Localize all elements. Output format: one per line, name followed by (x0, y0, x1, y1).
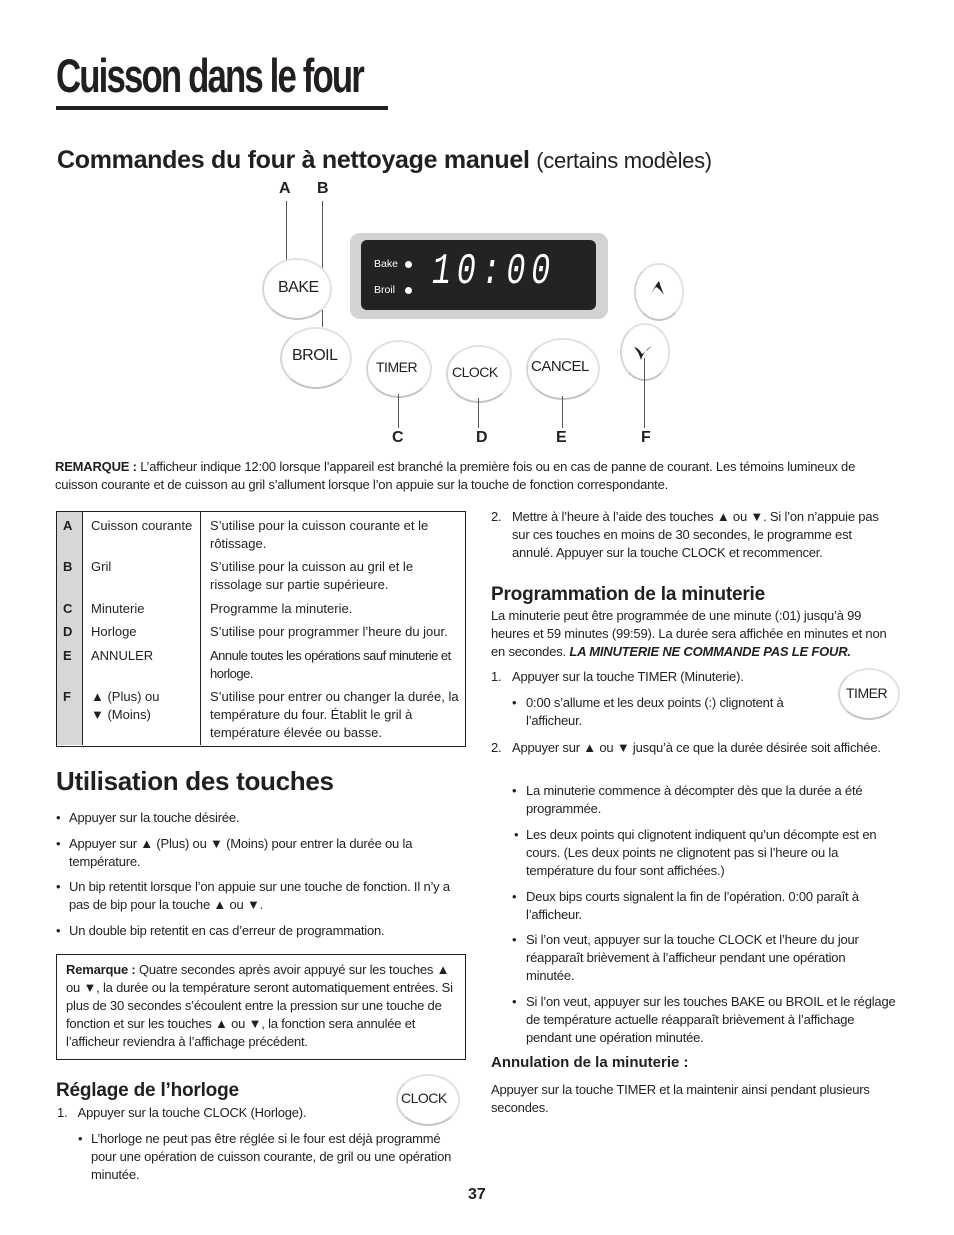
leader-a (286, 201, 287, 261)
table-row-desc: Programme la minuterie. (210, 601, 353, 616)
table-row-desc: Annule toutes les opérations sauf minuterie et horloge. (210, 648, 451, 681)
timer-button-label: TIMER (376, 359, 418, 375)
minuterie-intro (491, 607, 901, 661)
table-row-name: Gril (91, 559, 112, 574)
horloge-step-2: Mettre à l’heure à l’aide des touches ▲ ou ▼. Si l’on n’appuie pas sur ces touches en moins de 30 secondes, le programme est annulé. Appuyer sur la touche CLOCK et recommencer. (512, 509, 879, 560)
annulation-text: Appuyer sur la touche TIMER et la maintenir ainsi pendant plusieurs secondes. (491, 1082, 870, 1115)
utilisation-bullet: Appuyer sur la touche désirée. (69, 810, 240, 825)
table-row-letter: E (63, 648, 72, 663)
bullet-dot: • (78, 1131, 83, 1146)
label-e: E (556, 429, 567, 446)
table-row-letter: D (63, 624, 73, 639)
utilisation-bullet: Un bip retentit lorsque l’on appuie sur une touche de fonction. Il n’y a pas de bip pour la touche ▲ ou ▼. (69, 879, 450, 912)
table-row-name: ANNULER (91, 648, 154, 663)
table-divider (82, 512, 83, 745)
bullet-dot: • (514, 827, 519, 842)
bullet-dot: • (512, 695, 517, 710)
utilisation-bullet: Appuyer sur ▲ (Plus) ou ▼ (Moins) pour entrer la durée ou la température. (69, 836, 413, 869)
table-row-name-line1: ▲ (Plus) ou (91, 689, 160, 704)
table-row-name: Cuisson courante (91, 518, 193, 533)
cancel-button-label: CANCEL (531, 358, 589, 375)
timer-illustration-label: TIMER (846, 685, 888, 701)
remarque-box-body: Quatre secondes après avoir appuyé sur les touches ▲ ou ▼, la durée ou la température seront automatiquement entrées. Si plus de 30 secondes s’écoulent entre la pression sur une touche de fonction et sur les touches ▲ ou ▼, la fonction sera annulée et l’afficheur reviendra à l’affichage précédent. (66, 962, 453, 1049)
broil-button-label: BROIL (292, 347, 338, 364)
remarque-box-label: Remarque : (66, 962, 136, 977)
minuterie-step-1: Appuyer sur la touche TIMER (Minuterie). (512, 669, 744, 684)
minuterie-step-2: Appuyer sur ▲ ou ▼ jusqu’à ce que la durée désirée soit affichée. (512, 740, 881, 755)
clock-button-label: CLOCK (452, 364, 498, 380)
horloge-bullet: L’horloge ne peut pas être réglée si le four est déjà programmé pour une opération de cuisson courante, de gril ou une opération minutée. (91, 1131, 452, 1182)
label-a: A (279, 180, 291, 197)
minuterie-bullet: Si l’on veut, appuyer sur les touches BAKE ou BROIL et le réglage de température actuelle réapparaît brièvement à l’affichage pendant une opération minutée. (526, 994, 896, 1045)
table-row-letter: B (63, 559, 73, 574)
title-underline (56, 106, 388, 110)
label-c: C (392, 429, 404, 446)
table-row-name-line2: ▼ (Moins) (91, 707, 151, 722)
section-subtitle (57, 146, 712, 175)
bullet-dot: • (512, 994, 517, 1009)
minuterie-bullet: Les deux points qui clignotent indiquent qu’un décompte est en cours. (Les deux points ne clignotent pas si l’heure ou la température du four sont affichées.) (526, 827, 877, 878)
utilisation-bullet: Un double bip retentit en cas d’erreur de programmation. (69, 923, 385, 938)
minuterie-intro-text: La minuterie peut être programmée de une minute (:01) jusqu’à 99 heures et 59 minutes (99:59). La durée sera affichée en minutes et non en secondes. (491, 608, 887, 659)
table-row-desc: S’utilise pour entrer ou changer la durée, la température du four. Établit le gril à température élevée ou basse. (210, 689, 459, 740)
remarque-label: REMARQUE : (55, 459, 137, 474)
subtitle-main: Commandes du four à nettoyage manuel (57, 146, 530, 174)
label-b: B (317, 180, 329, 197)
display-bake-label: Bake (374, 258, 398, 270)
bullet-dot: • (512, 889, 517, 904)
table-row-letter: F (63, 689, 71, 704)
bullet-dot: • (512, 932, 517, 947)
bullet-dot: • (512, 783, 517, 798)
table-row-desc: S’utilise pour programmer l’heure du jour. (210, 624, 448, 639)
bullet-dot: • (56, 879, 61, 894)
horloge-step-2-num: 2. (491, 509, 502, 524)
display-time: 10:00 (432, 247, 556, 297)
bullet-dot: • (56, 810, 61, 825)
label-d: D (476, 429, 488, 446)
minuterie-bullet: Deux bips courts signalent la fin de l’opération. 0:00 paraît à l’afficheur. (526, 889, 859, 922)
clock-illustration-label: CLOCK (401, 1090, 447, 1106)
table-row-desc: S’utilise pour la cuisson au gril et le rissolage sur partie supérieure. (210, 559, 414, 592)
minuterie-bullet: Si l’on veut, appuyer sur la touche CLOCK et l’heure du jour réapparaît brièvement à l’afficheur pendant une opération minutée. (526, 932, 859, 983)
remarque-note (55, 458, 895, 494)
leader-e (562, 396, 563, 428)
label-f: F (641, 429, 651, 446)
minuterie-bullet: La minuterie commence à décompter dès que la durée a été programmée. (526, 783, 863, 816)
table-row-letter: C (63, 601, 73, 616)
table-row-name: Minuterie (91, 601, 145, 616)
minuterie-step-1-bullet: 0:00 s’allume et les deux points (:) clignotent à l’afficheur. (526, 695, 784, 728)
table-divider (200, 512, 201, 745)
bake-indicator-dot (405, 261, 412, 268)
bullet-dot: • (56, 836, 61, 851)
minuterie-intro-emphasis: LA MINUTERIE NE COMMANDE PAS LE FOUR. (569, 644, 851, 659)
table-row-letter: A (63, 518, 73, 533)
horloge-heading: Réglage de l’horloge (56, 1080, 239, 1101)
minuterie-heading: Programmation de la minuterie (491, 584, 765, 605)
broil-indicator-dot (405, 287, 412, 294)
page-title: Cuisson dans le four (56, 49, 363, 102)
bake-button-label: BAKE (278, 279, 319, 296)
annulation-heading: Annulation de la minuterie : (491, 1054, 689, 1071)
page-number: 37 (468, 1186, 486, 1203)
table-row-desc: S’utilise pour la cuisson courante et le rôtissage. (210, 518, 429, 551)
remarque-box-text (66, 961, 458, 1051)
leader-f (644, 358, 645, 428)
bullet-dot: • (56, 923, 61, 938)
remarque-text: L’afficheur indique 12:00 lorsque l’appareil est branché la première fois ou en cas de panne de courant. Les témoins lumineux de cuisson courante et de cuisson au gril s’allument lorsque l’on appuie sur la touche de fonction correspondante. (55, 459, 856, 492)
minuterie-step-1-num: 1. (491, 669, 502, 684)
display-broil-label: Broil (374, 284, 396, 296)
minuterie-step-2-num: 2. (491, 740, 502, 755)
horloge-step-1: 1. Appuyer sur la touche CLOCK (Horloge). (57, 1105, 307, 1120)
utilisation-heading: Utilisation des touches (56, 766, 334, 796)
down-arrow-icon (632, 342, 654, 364)
subtitle-secondary: (certains modèles) (536, 148, 712, 173)
leader-d (478, 398, 479, 428)
table-row-name: Horloge (91, 624, 137, 639)
leader-c (398, 394, 399, 428)
up-arrow-icon (647, 278, 667, 300)
